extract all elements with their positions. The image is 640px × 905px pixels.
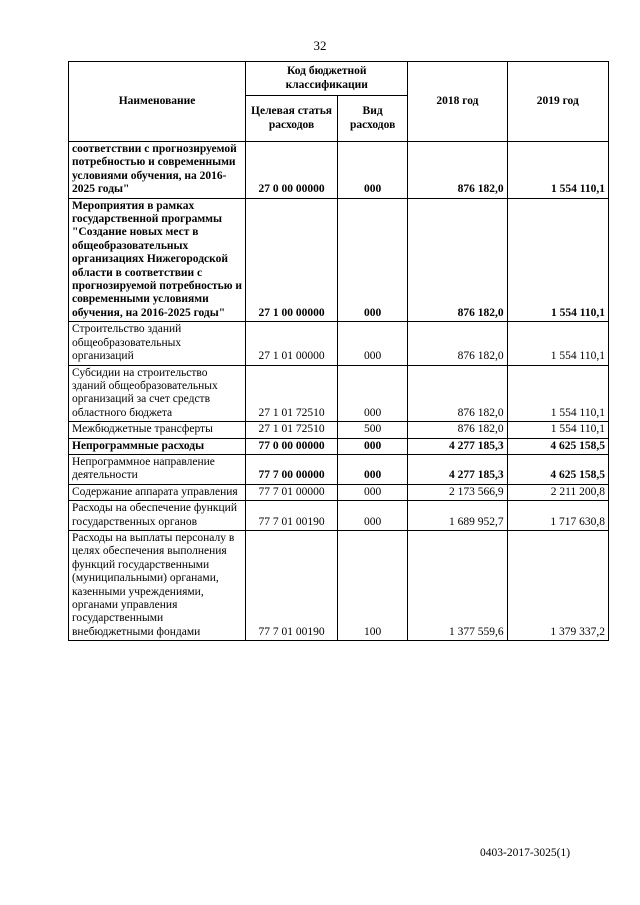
row-name: Непрограммные расходы — [69, 438, 246, 454]
row-value-2018: 4 277 185,3 — [408, 438, 507, 454]
row-name: Расходы на обеспечение функций государственных органов — [69, 501, 246, 531]
header-year-2019: 2019 год — [507, 62, 608, 142]
row-target-article: 27 1 01 00000 — [246, 322, 338, 365]
row-name: Строительство зданий общеобразовательных организаций — [69, 322, 246, 365]
row-expense-type: 000 — [337, 454, 407, 484]
row-value-2019: 1 379 337,2 — [507, 530, 608, 640]
row-value-2019: 1 554 110,1 — [507, 422, 608, 438]
row-expense-type: 000 — [337, 365, 407, 422]
row-value-2018: 876 182,0 — [408, 198, 507, 322]
row-value-2018: 4 277 185,3 — [408, 454, 507, 484]
row-value-2019: 1 554 110,1 — [507, 142, 608, 199]
row-value-2019: 4 625 158,5 — [507, 454, 608, 484]
row-expense-type: 000 — [337, 438, 407, 454]
table-row — [69, 438, 609, 454]
row-target-article: 77 7 01 00190 — [246, 501, 338, 531]
row-expense-type: 500 — [337, 422, 407, 438]
row-expense-type: 100 — [337, 530, 407, 640]
row-value-2019: 2 211 200,8 — [507, 484, 608, 500]
row-name: Мероприятия в рамках государственной программы "Создание новых мест в общеобразовательных организациях Нижегородской области в соответствии с прогнозируемой потребностью и современными условиями обучения, на 2016-2025 годы" — [69, 198, 246, 322]
table-row — [69, 484, 609, 500]
header-name: Наименование — [69, 62, 246, 142]
table-row — [69, 142, 609, 199]
row-name: Содержание аппарата управления — [69, 484, 246, 500]
row-target-article: 77 7 00 00000 — [246, 454, 338, 484]
row-target-article: 27 1 01 72510 — [246, 422, 338, 438]
header-expense-type: Вид расходов — [337, 96, 407, 142]
row-value-2018: 1 689 952,7 — [408, 501, 507, 531]
document-code: 0403-2017-3025(1) — [480, 847, 571, 859]
row-value-2018: 876 182,0 — [408, 142, 507, 199]
header-target-article: Целевая статья расходов — [246, 96, 338, 142]
row-value-2019: 1 554 110,1 — [507, 365, 608, 422]
row-value-2019: 1 554 110,1 — [507, 198, 608, 322]
row-target-article: 27 1 01 72510 — [246, 365, 338, 422]
table-row — [69, 322, 609, 365]
row-target-article: 77 7 01 00190 — [246, 530, 338, 640]
row-expense-type: 000 — [337, 198, 407, 322]
table-row — [69, 530, 609, 640]
row-name: Межбюджетные трансферты — [69, 422, 246, 438]
row-expense-type: 000 — [337, 322, 407, 365]
table-row — [69, 501, 609, 531]
table-row — [69, 365, 609, 422]
row-value-2018: 876 182,0 — [408, 322, 507, 365]
row-value-2019: 1 554 110,1 — [507, 322, 608, 365]
row-value-2019: 1 717 630,8 — [507, 501, 608, 531]
row-name: Расходы на выплаты персоналу в целях обеспечения выполнения функций государственными (муниципальными) органами, казенными учреждениями, органами управления государственными внебюджетными фондами — [69, 530, 246, 640]
table-row — [69, 422, 609, 438]
row-value-2018: 876 182,0 — [408, 422, 507, 438]
row-value-2018: 876 182,0 — [408, 365, 507, 422]
row-name: соответствии с прогнозируемой потребностью и современными условиями обучения, на 2016-2025 годы" — [69, 142, 246, 199]
header-budget-code: Код бюджетной классификации — [246, 62, 408, 96]
page-number: 32 — [313, 38, 327, 53]
row-target-article: 77 7 01 00000 — [246, 484, 338, 500]
row-name: Субсидии на строительство зданий общеобразовательных организаций за счет средств областного бюджета — [69, 365, 246, 422]
header-year-2018: 2018 год — [408, 62, 507, 142]
budget-table — [68, 61, 609, 641]
row-target-article: 77 0 00 00000 — [246, 438, 338, 454]
row-expense-type: 000 — [337, 501, 407, 531]
table-row — [69, 454, 609, 484]
row-target-article: 27 1 00 00000 — [246, 198, 338, 322]
row-value-2019: 4 625 158,5 — [507, 438, 608, 454]
row-value-2018: 1 377 559,6 — [408, 530, 507, 640]
table-row — [69, 198, 609, 322]
row-expense-type: 000 — [337, 142, 407, 199]
row-name: Непрограммное направление деятельности — [69, 454, 246, 484]
row-target-article: 27 0 00 00000 — [246, 142, 338, 199]
row-value-2018: 2 173 566,9 — [408, 484, 507, 500]
row-expense-type: 000 — [337, 484, 407, 500]
